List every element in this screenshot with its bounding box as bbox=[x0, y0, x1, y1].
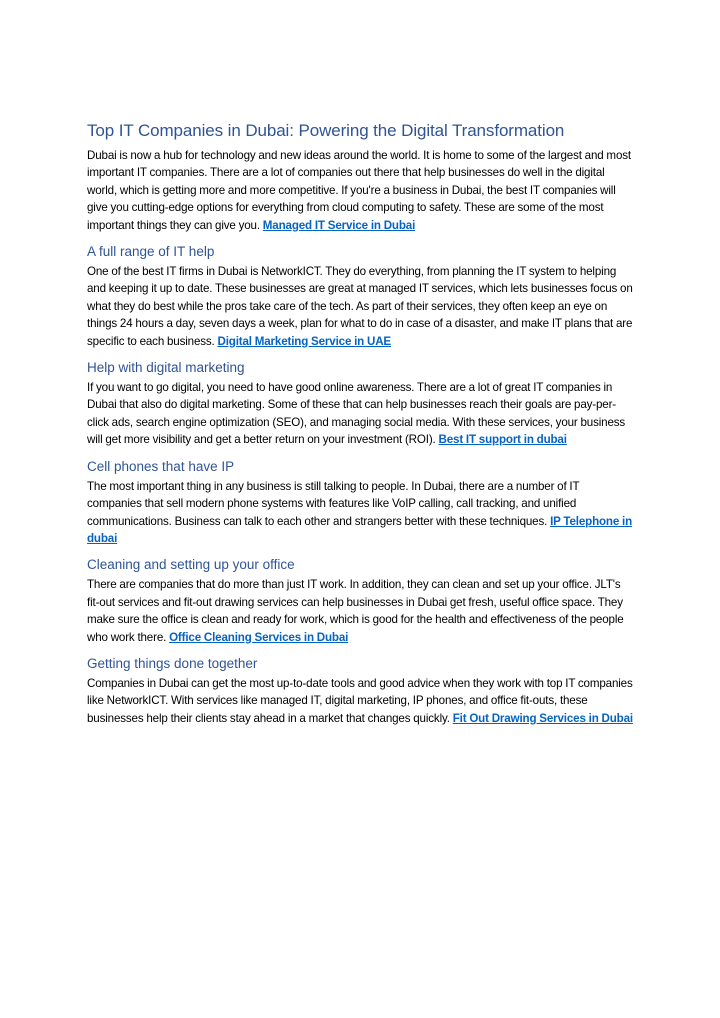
intro-text: Dubai is now a hub for technology and new ideas around the world. It is home to some of the largest and most important IT companies. There are a lot of companies out there that help businesses do well in the digital world, which is getting more and more competitive. If you're a business in Dubai, the best IT companies will give you cutting-edge options for everything from cloud computing to safety. These are some of the most important things they can give you. bbox=[87, 149, 631, 232]
managed-it-service-link[interactable]: Managed IT Service in Dubai bbox=[262, 218, 416, 232]
section-heading-it-help: A full range of IT help bbox=[87, 244, 215, 260]
section-text: One of the best IT firms in Dubai is NetworkICT. They do everything, from planning the IT system to helping and keeping it up to date. These businesses are great at managed IT services, which lets businesses focus on what they do best while the pros take care of the tech. As part of their services, they often keep an eye on things 24 hours a day, seven days a week, plan for what to do in case of a disaster, and make IT plans that are specific to each business. bbox=[87, 265, 633, 348]
section-text: The most important thing in any business is still talking to people. In Dubai, there are a number of IT companies that sell modern phone systems with features like VoIP calling, call tracking, and unified communications. Business can talk to each other and strangers better with these techniques. bbox=[87, 479, 580, 528]
digital-marketing-service-link[interactable]: Digital Marketing Service in UAE bbox=[217, 334, 392, 348]
section-text: Companies in Dubai can get the most up-to-date tools and good advice when they work with top IT companies like NetworkICT. With services like managed IT, digital marketing, IP phones, and office fit-outs, these businesses help their clients stay ahead in a market that changes quickly. bbox=[87, 676, 633, 725]
office-cleaning-link[interactable]: Office Cleaning Services in Dubai bbox=[169, 630, 349, 644]
section-paragraph-together bbox=[87, 675, 635, 727]
fit-out-drawing-link[interactable]: Fit Out Drawing Services in Dubai bbox=[452, 711, 633, 725]
section-heading-ip-phones: Cell phones that have IP bbox=[87, 458, 235, 474]
section-heading-office: Cleaning and setting up your office bbox=[87, 557, 295, 573]
document-page bbox=[87, 120, 635, 727]
section-heading-together: Getting things done together bbox=[87, 655, 258, 671]
section-text: There are companies that do more than just IT work. In addition, they can clean and set up your office. JLT's fit-out services and fit-out drawing services can help businesses in Dubai get fresh, useful office space. They make sure the office is clean and ready for work, which is good for the health and effectiveness of the people who work there. bbox=[87, 578, 624, 644]
section-paragraph-office bbox=[87, 576, 635, 646]
ip-telephone-link[interactable]: IP Telephone in dubai bbox=[87, 514, 633, 545]
best-it-support-link[interactable]: Best IT support in dubai bbox=[438, 433, 567, 447]
section-paragraph-ip-phones bbox=[87, 478, 635, 548]
document-title: Top IT Companies in Dubai: Powering the Digital Transformation bbox=[87, 121, 565, 140]
intro-paragraph bbox=[87, 147, 635, 234]
section-text: If you want to go digital, you need to have good online awareness. There are a lot of great IT companies in Dubai that also do digital marketing. Some of these that can help businesses reach their goals are pay-per-click ads, search engine optimization (SEO), and managing social media. With these services, your business will get more visibility and get a better return on your investment (ROI). bbox=[87, 381, 626, 447]
section-heading-digital-marketing: Help with digital marketing bbox=[87, 360, 245, 376]
section-paragraph-digital-marketing bbox=[87, 379, 635, 449]
section-paragraph-it-help bbox=[87, 263, 635, 350]
